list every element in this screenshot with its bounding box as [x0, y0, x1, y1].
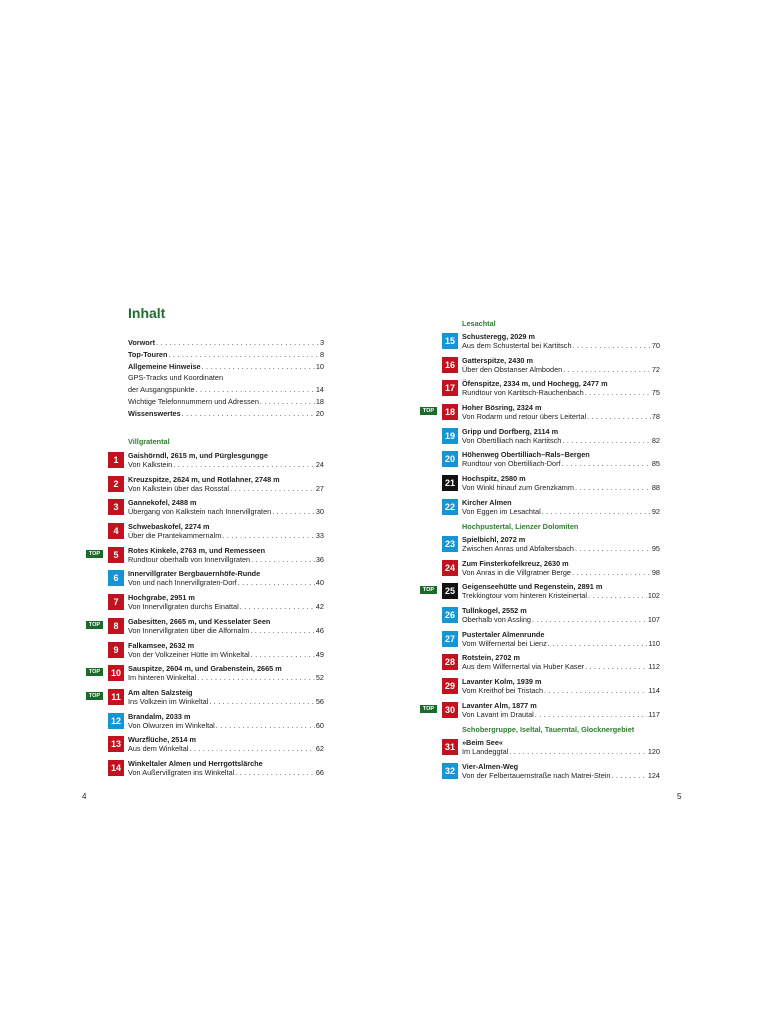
tour-entry[interactable] [442, 498, 660, 522]
tour-title: Hoher Bösring, 2324 m [462, 403, 542, 413]
tour-number-badge: 28 [442, 654, 458, 670]
tour-number-badge: 25 [442, 583, 458, 599]
tour-title: Rotes Kinkele, 2763 m, und Remesseen [128, 545, 266, 555]
tour-entry[interactable] [442, 474, 660, 498]
tour-entry[interactable] [88, 687, 324, 712]
top-badge: TOP [86, 692, 103, 700]
tour-description-line [128, 507, 324, 516]
tour-description: Von Lavant im Drautal [462, 709, 534, 719]
section-heading-hochpustertal: Hochpustertal, Lienzer Dolomiten [462, 522, 579, 531]
tour-description-line [128, 650, 324, 659]
tour-list-hochpustertal [422, 535, 660, 725]
tour-entry[interactable] [88, 545, 324, 570]
tour-description: Oberhalb von Assling [462, 615, 531, 625]
tour-description: Rundtour von Kartitsch-Rauchenbach [462, 388, 584, 398]
tour-description-line [462, 388, 660, 397]
dot-leader [272, 507, 315, 516]
toc-entry-page: 8 [319, 349, 324, 359]
tour-number-badge: 2 [108, 476, 124, 492]
tour-description-line [128, 602, 324, 611]
tour-entry[interactable] [442, 332, 660, 356]
tour-entry[interactable] [442, 762, 660, 786]
toc-entry[interactable] [128, 361, 324, 373]
tour-number-badge: 10 [108, 665, 124, 681]
dot-leader [238, 578, 315, 587]
tour-description-line [462, 591, 660, 600]
toc-entry-label: Wissenswertes [128, 408, 181, 418]
tour-entry[interactable] [88, 664, 324, 688]
tour-description: Von Außervillgraten ins Winkeltal [128, 767, 235, 777]
tour-description: Vom Kreithof bei Tristach [462, 686, 544, 696]
tour-page: 98 [651, 567, 660, 577]
tour-entry[interactable] [108, 451, 324, 475]
dot-leader [575, 544, 651, 553]
tour-description-line [128, 555, 324, 564]
tour-description: Von Winkl hinauf zum Grenzkamm [462, 483, 574, 493]
tour-title: Kreuzspitze, 2624 m, und Rotlahner, 2748 m [128, 474, 280, 484]
toc-entry[interactable] [128, 396, 324, 408]
dot-leader [572, 568, 651, 577]
tour-title: Gripp und Dorfberg, 2114 m [462, 426, 559, 436]
section-heading-schobergruppe: Schobergruppe, Iseltal, Tauerntal, Glocknergebiet [462, 725, 635, 734]
top-badge: TOP [86, 621, 103, 629]
dot-leader [563, 365, 651, 374]
tour-description-line [462, 568, 660, 577]
toc-entry-page: 20 [315, 408, 324, 418]
dot-leader [251, 555, 315, 564]
tour-entry[interactable] [108, 735, 324, 759]
toc-entry-page: 18 [315, 396, 324, 406]
tour-title: Rotstein, 2702 m [462, 653, 520, 663]
tour-title: Höhenweg Obertilliach–Rals–Bergen [462, 450, 590, 460]
tour-description: Zwischen Anras und Abfaltersbach [462, 544, 574, 553]
toc-entry[interactable] [128, 408, 324, 420]
tour-description-line [128, 697, 324, 706]
toc-entry[interactable] [128, 337, 324, 349]
tour-entry[interactable] [442, 606, 660, 630]
tour-description: Von Obertilliach nach Kartitsch [462, 435, 562, 445]
tour-title: Vier-Almen-Weg [462, 761, 519, 771]
tour-list-left [88, 451, 324, 783]
tour-title: Winkeltaler Almen und Herrgottslärche [128, 758, 263, 768]
tour-description: Von Kalkstein [128, 460, 173, 469]
tour-page: 72 [651, 364, 660, 374]
tour-description: Von Kalkstein über das Rosstal [128, 483, 229, 493]
tour-number-badge: 3 [108, 499, 124, 515]
dot-leader [230, 484, 315, 493]
tour-description-line [128, 531, 324, 540]
section-heading-villgratental: Villgratental [128, 437, 170, 446]
tour-description-line [128, 744, 324, 753]
tour-page: 117 [648, 709, 660, 719]
tour-description: Übergang von Kalkstein nach Innervillgraten [128, 507, 272, 517]
dot-leader [585, 662, 647, 671]
dot-leader [182, 408, 315, 420]
tour-entry[interactable] [108, 569, 324, 593]
page-number-left: 4 [82, 792, 87, 801]
tour-number-badge: 11 [108, 689, 124, 705]
tour-entry[interactable] [442, 427, 660, 451]
tour-number-badge: 12 [108, 713, 124, 729]
top-badge: TOP [420, 407, 437, 415]
toc-entry-label: Wichtige Telefonnummern und Adressen [128, 396, 259, 406]
dot-leader [202, 361, 315, 373]
tour-page: 85 [651, 459, 660, 469]
toc-entry-page: 10 [315, 361, 324, 371]
dot-leader [587, 412, 651, 421]
tour-title: Zum Finsterkofelkreuz, 2630 m [462, 558, 569, 568]
dot-leader [575, 483, 651, 492]
tour-title: Geigenseehütte und Regenstein, 2891 m [462, 582, 603, 592]
tour-description-line [462, 436, 660, 445]
tour-entry[interactable] [442, 653, 660, 677]
dot-leader [189, 744, 314, 753]
tour-page: 102 [647, 591, 660, 601]
tour-description: Rundtour von Obertilliach-Dorf [462, 459, 561, 469]
toc-entry-label: der Ausgangspunkte [128, 385, 195, 395]
tour-description-line [462, 483, 660, 492]
tour-number-badge: 6 [108, 570, 124, 586]
tour-title: Gabesitten, 2665 m, und Kesselater Seen [128, 616, 271, 626]
tour-page: 92 [651, 506, 660, 516]
tour-entry[interactable] [422, 700, 660, 725]
toc-entry-label: Allgemeine Hinweise [128, 361, 201, 371]
tour-title: Gaishörndl, 2615 m, und Pürglesgungge [128, 451, 268, 460]
tour-number-badge: 5 [108, 547, 124, 563]
tour-entry[interactable] [88, 616, 324, 641]
top-badge: TOP [420, 705, 437, 713]
tour-description: Vom Wilfernertal bei Lienz [462, 638, 547, 648]
tour-number-badge: 26 [442, 607, 458, 623]
dot-leader [532, 615, 647, 624]
tour-entry[interactable] [108, 475, 324, 499]
tour-description-line [462, 710, 660, 719]
tour-description: Ins Volkzein im Winkeltal [128, 696, 209, 706]
dot-leader [562, 459, 651, 468]
tour-description: Von Rodarm und retour übers Leitertal [462, 412, 587, 422]
toc-entry-label: GPS-Tracks und Koordinaten [128, 373, 224, 383]
toc-entry[interactable] [128, 372, 324, 384]
tour-page: 30 [315, 507, 324, 517]
tour-entry[interactable] [442, 450, 660, 474]
tour-description: Von der Volkzeiner Hütte im Winkeltal [128, 649, 250, 659]
tour-page: 88 [651, 483, 660, 493]
tour-page: 78 [651, 412, 660, 422]
tour-description: Trekkingtour vom hinteren Kristeinertal [462, 591, 588, 601]
dot-leader [240, 602, 315, 611]
tour-description-line [462, 662, 660, 671]
tour-page: 49 [315, 649, 324, 659]
tour-description-line [462, 615, 660, 624]
tour-entry[interactable] [442, 379, 660, 403]
tour-description-line [462, 686, 660, 695]
page-number-right: 5 [677, 792, 682, 801]
tour-description-line [128, 460, 324, 469]
tour-number-badge: 17 [442, 380, 458, 396]
tour-title: Lavanter Kolm, 1939 m [462, 677, 542, 687]
tour-page: 36 [315, 554, 324, 564]
tour-entry[interactable] [442, 559, 660, 583]
dot-leader [542, 507, 651, 516]
dot-leader [196, 384, 315, 396]
tour-title: Spielbichl, 2072 m [462, 535, 526, 544]
tour-description: Von Eggen im Lesachtal [462, 506, 541, 516]
tour-number-badge: 31 [442, 739, 458, 755]
tour-entry[interactable] [442, 630, 660, 654]
tour-page: 75 [651, 388, 660, 398]
dot-leader [235, 768, 315, 777]
tour-number-badge: 20 [442, 451, 458, 467]
dot-leader [168, 349, 318, 361]
tour-number-badge: 15 [442, 333, 458, 349]
tour-entry[interactable] [108, 522, 324, 546]
tour-entry[interactable] [442, 535, 660, 559]
top-badge: TOP [86, 550, 103, 558]
tour-entry[interactable] [422, 582, 660, 606]
tour-page: 112 [648, 662, 660, 672]
dot-leader [573, 341, 651, 350]
tour-title: Am alten Salzsteig [128, 687, 193, 697]
tour-number-badge: 24 [442, 560, 458, 576]
tour-description-line [462, 771, 660, 780]
tour-description: Aus dem Schustertal bei Kartitsch [462, 341, 572, 350]
intro-list [128, 337, 324, 420]
tour-description: Von Anras in die Villgratner Berge [462, 567, 571, 577]
tour-title: Lavanter Alm, 1877 m [462, 700, 537, 710]
tour-description: Rundtour oberhalb von Innervillgraten [128, 554, 251, 564]
tour-number-badge: 22 [442, 499, 458, 515]
tour-description-line [462, 639, 660, 648]
tour-number-badge: 19 [442, 428, 458, 444]
tour-number-badge: 32 [442, 763, 458, 779]
tour-title: Öfenspitze, 2334 m, und Hochegg, 2477 m [462, 379, 608, 389]
tour-page: 60 [315, 720, 324, 730]
toc-entry-label: Vorwort [128, 338, 156, 347]
dot-leader [535, 710, 648, 719]
tour-description-line [462, 747, 660, 756]
dot-leader [250, 626, 315, 635]
tour-entry[interactable] [108, 593, 324, 617]
tour-number-badge: 13 [108, 736, 124, 752]
tour-title: »Beim See« [462, 738, 503, 747]
tour-description-line [128, 721, 324, 730]
tour-number-badge: 1 [108, 452, 124, 468]
tour-description-line [128, 578, 324, 587]
top-badge: TOP [420, 586, 437, 594]
dot-leader [197, 673, 315, 682]
tour-page: 107 [647, 615, 660, 625]
tour-page: 42 [315, 602, 324, 612]
tour-title: Hochspitz, 2580 m [462, 474, 526, 484]
tour-page: 66 [315, 767, 324, 777]
tour-page: 120 [647, 747, 660, 756]
tour-description-line [462, 412, 660, 421]
tour-description: Von der Felbertauernstraße nach Matrei-Stein [462, 770, 611, 780]
tour-page: 27 [315, 483, 324, 493]
tour-page: 82 [651, 435, 660, 445]
dot-leader [251, 650, 315, 659]
tour-description-line [462, 507, 660, 516]
tour-description: Aus dem Winkeltal [128, 744, 189, 754]
tour-description-line [128, 768, 324, 777]
tour-number-badge: 21 [442, 475, 458, 491]
tour-page: 70 [651, 341, 660, 350]
tour-description: Über den Obstanser Almboden [462, 364, 563, 374]
tour-page: 56 [315, 696, 324, 706]
dot-leader [216, 721, 315, 730]
tour-description-line [462, 365, 660, 374]
tour-description-line [462, 459, 660, 468]
dot-leader [509, 747, 647, 756]
tour-title: Pustertaler Almenrunde [462, 629, 545, 639]
tour-page: 24 [315, 460, 324, 469]
tour-description: Von Innervillgraten durchs Einattal [128, 602, 239, 612]
top-badge: TOP [86, 668, 103, 676]
tour-number-badge: 8 [108, 618, 124, 634]
tour-description-line [128, 484, 324, 493]
tour-number-badge: 29 [442, 678, 458, 694]
tour-page: 62 [315, 744, 324, 754]
tour-title: Hochgrabe, 2951 m [128, 593, 195, 603]
tour-number-badge: 9 [108, 642, 124, 658]
tour-description: Im hinteren Winkeltal [128, 673, 197, 683]
tour-number-badge: 16 [442, 357, 458, 373]
dot-leader [260, 396, 315, 408]
tour-title: Tullnkogel, 2552 m [462, 606, 527, 616]
tour-title: Innervillgrater Bergbauernhöfe-Runde [128, 569, 261, 579]
dot-leader [173, 460, 315, 469]
tour-entry[interactable] [108, 498, 324, 522]
tour-entry[interactable] [108, 759, 324, 783]
tour-description-line [128, 673, 324, 682]
tour-entry[interactable] [108, 641, 324, 665]
tour-title: Gannekofel, 2488 m [128, 498, 197, 508]
tour-page: 95 [651, 544, 660, 553]
dot-leader [544, 686, 647, 695]
dot-leader [548, 639, 648, 648]
tour-number-badge: 18 [442, 404, 458, 420]
tour-title: Falkamsee, 2632 m [128, 640, 195, 650]
tour-description-line [462, 544, 660, 553]
tour-list-lesachtal [422, 332, 660, 522]
dot-leader [209, 697, 315, 706]
page-title: Inhalt [128, 305, 166, 321]
tour-number-badge: 30 [442, 702, 458, 718]
tour-page: 33 [315, 531, 324, 541]
tour-description: Von Olwurzen im Winkeltal [128, 720, 215, 730]
tour-description: Von und nach Innervillgraten-Dorf [128, 578, 237, 588]
dot-leader [222, 531, 315, 540]
tour-description: Aus dem Wilfernertal via Huber Kaser [462, 662, 585, 672]
tour-number-badge: 23 [442, 536, 458, 552]
tour-number-badge: 4 [108, 523, 124, 539]
toc-entry[interactable] [128, 349, 324, 361]
tour-title: Schusteregg, 2029 m [462, 332, 536, 341]
tour-title: Schwebaskofel, 2274 m [128, 522, 210, 532]
dot-leader [588, 591, 647, 600]
dot-leader [611, 771, 646, 780]
toc-entry[interactable] [128, 384, 324, 396]
tour-number-badge: 14 [108, 760, 124, 776]
tour-title: Brandalm, 2033 m [128, 711, 191, 721]
toc-entry-page: 3 [319, 338, 324, 347]
tour-entry[interactable] [442, 677, 660, 701]
tour-list-schobergruppe [442, 738, 660, 785]
dot-leader [156, 337, 319, 349]
tour-entry[interactable] [422, 403, 660, 427]
tour-page: 124 [647, 770, 660, 780]
tour-title: Gatterspitze, 2430 m [462, 355, 533, 365]
tour-number-badge: 27 [442, 631, 458, 647]
section-heading-lesachtal: Lesachtal [462, 319, 496, 328]
tour-number-badge: 7 [108, 594, 124, 610]
toc-entry-label: Top-Touren [128, 349, 168, 359]
tour-description-line [462, 341, 660, 350]
dot-leader [585, 388, 651, 397]
tour-entry[interactable] [442, 356, 660, 380]
tour-page: 114 [648, 686, 660, 696]
tour-page: 46 [315, 625, 324, 635]
tour-page: 40 [315, 578, 324, 588]
tour-description: Im Landeggtal [462, 747, 509, 756]
tour-title: Kircher Almen [462, 497, 512, 507]
tour-entry[interactable] [442, 738, 660, 762]
tour-title: Sauspitze, 2604 m, und Grabenstein, 2665 m [128, 664, 282, 674]
tour-entry[interactable] [108, 712, 324, 736]
toc-entry-page: 14 [315, 385, 324, 395]
right-page [384, 0, 768, 1024]
tour-page: 110 [648, 638, 660, 648]
tour-description: Über die Prantekammernalm [128, 531, 222, 541]
tour-page: 52 [315, 673, 324, 683]
tour-description: Von Innervillgraten über die Alfornalm [128, 625, 250, 635]
dot-leader [562, 436, 651, 445]
tour-title: Wurzflüche, 2514 m [128, 735, 196, 745]
tour-description-line [128, 626, 324, 635]
